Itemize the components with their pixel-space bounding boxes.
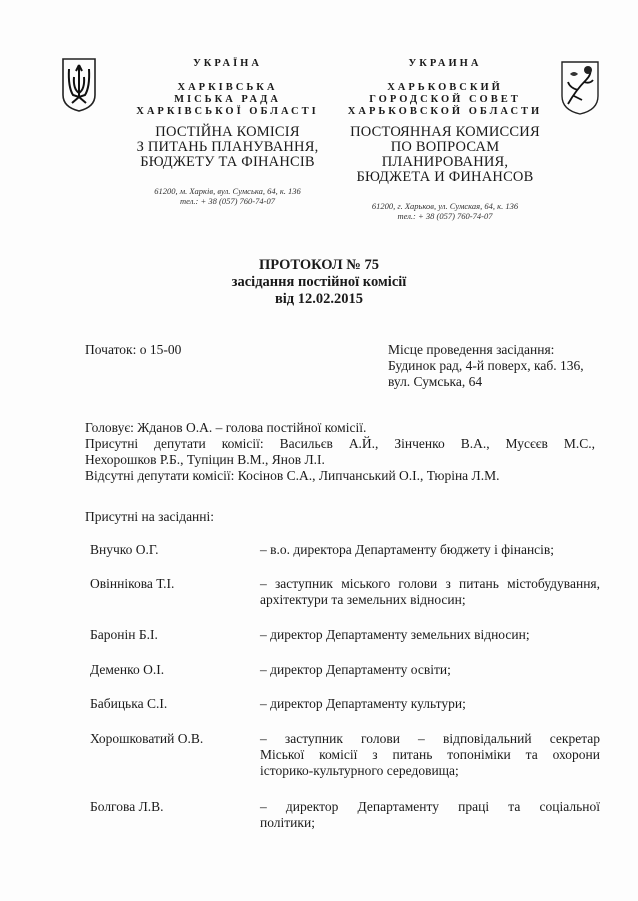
- council-ukr-line-2: МІСЬКА РАДА: [174, 94, 281, 105]
- protocol-heading: [0, 257, 638, 308]
- attendee-name: Внучко О.Г.: [90, 542, 159, 557]
- attendee-role-line: – директор Департаменту праці та соціальної: [260, 799, 600, 814]
- attendee-role-line: – директор Департаменту освіти;: [260, 662, 451, 677]
- address-ukr: 61200, м. Харків, вул. Сумська, 64, к. 136: [154, 186, 301, 196]
- members-block: [85, 420, 595, 484]
- protocol-date: від 12.02.2015: [274, 291, 364, 307]
- attendee-role-line: – заступник голови – відповідальний секретар: [260, 731, 600, 746]
- meeting-place-label: Місце проведення засідання:: [388, 342, 555, 357]
- attendee-role: [260, 542, 600, 558]
- attendee-role-line: архітектури та земельних відносин;: [260, 592, 466, 607]
- country-ukr: УКРАЇНА: [193, 58, 262, 69]
- attendee-role-line: політики;: [260, 815, 315, 830]
- header-right: [340, 58, 550, 221]
- council-rus-line-2: ГОРОДСКОЙ СОВЕТ: [369, 94, 521, 105]
- meeting-place: [388, 342, 608, 390]
- meeting-place-address-2: вул. Сумська, 64: [388, 374, 483, 389]
- attendee-role: [260, 576, 600, 608]
- commission-ukr-line-1: ПОСТІЙНА КОМІСІЯ: [155, 124, 300, 140]
- attendee-name: Баронін Б.І.: [90, 627, 158, 642]
- attendee-role: [260, 662, 600, 678]
- attendee-role-line: – заступник міського голови з питань містобудування,: [260, 576, 600, 591]
- phone-rus: тел.: + 38 (057) 760-74-07: [397, 211, 493, 221]
- header-left: [130, 58, 325, 206]
- council-ukr-line-1: ХАРКІВСЬКА: [177, 82, 278, 93]
- commission-ukr-line-3: БЮДЖЕТУ ТА ФІНАНСІВ: [140, 154, 315, 170]
- attendee-name: Хорошковатий О.В.: [90, 731, 204, 746]
- country-rus: УКРАИНА: [408, 58, 482, 69]
- meeting-start: Початок: о 15-00: [85, 342, 182, 357]
- ukraine-trident-emblem-icon: [60, 57, 98, 113]
- present-members-line-2: Нехорошков Р.Б., Тупіцин В.М., Янов Л.І.: [85, 452, 325, 467]
- council-ukr-line-3: ХАРКІВСЬКОЇ ОБЛАСТІ: [136, 106, 319, 117]
- council-rus-line-3: ХАРЬКОВСКОЙ ОБЛАСТИ: [347, 106, 543, 117]
- protocol-title: ПРОТОКОЛ № 75: [259, 257, 379, 273]
- attendee-name: Болгова Л.В.: [90, 799, 164, 814]
- address-rus: 61200, г. Харьков, ул. Сумская, 64, к. 136: [371, 201, 519, 211]
- attendee-role-line: історико-культурного середовища;: [260, 763, 459, 778]
- attendee-role-line: – в.о. директора Департаменту бюджету і фінансів;: [260, 542, 555, 557]
- present-members-line-1: Присутні депутати комісії: Васильєв А.Й., Зінченко В.А., Мусєєв М.С.,: [85, 436, 595, 451]
- attendees-heading: Присутні на засіданні:: [85, 509, 215, 524]
- attendee-role: [260, 731, 600, 779]
- attendee-role: [260, 799, 600, 831]
- attendee-role: [260, 696, 600, 712]
- attendee-role-line: Міської комісії з питань топоніміки та охорони: [260, 747, 600, 762]
- attendee-name: Деменко О.І.: [90, 662, 165, 677]
- absent-members-line: Відсутні депутати комісії: Косінов С.А., Липчанський О.І., Тюріна Л.М.: [85, 468, 500, 483]
- attendee-name: Овіннікова Т.І.: [90, 576, 175, 591]
- meeting-place-address-1: Будинок рад, 4-й поверх, каб. 136,: [388, 358, 584, 373]
- phone-ukr: тел.: + 38 (057) 760-74-07: [180, 196, 275, 206]
- protocol-subtitle: засідання постійної комісії: [231, 274, 407, 290]
- kharkiv-coat-of-arms-icon: [560, 60, 600, 116]
- commission-rus-line-3: БЮДЖЕТА И ФИНАНСОВ: [356, 169, 534, 185]
- attendee-name: Бабицька С.І.: [90, 696, 168, 711]
- chair-line: Головує: Жданов О.А. – голова постійної комісії.: [85, 420, 367, 435]
- attendee-role: [260, 627, 600, 643]
- commission-rus-line-2: ПО ВОПРОСАМ ПЛАНИРОВАНИЯ,: [381, 139, 509, 170]
- commission-rus-line-1: ПОСТОЯННАЯ КОМИССИЯ: [350, 124, 540, 140]
- commission-ukr-line-2: З ПИТАНЬ ПЛАНУВАННЯ,: [136, 139, 319, 155]
- attendee-role-line: – директор Департаменту земельних відносин;: [260, 627, 530, 642]
- council-rus-line-1: ХАРЬКОВСКИЙ: [387, 82, 503, 93]
- attendee-role-line: – директор Департаменту культури;: [260, 696, 466, 711]
